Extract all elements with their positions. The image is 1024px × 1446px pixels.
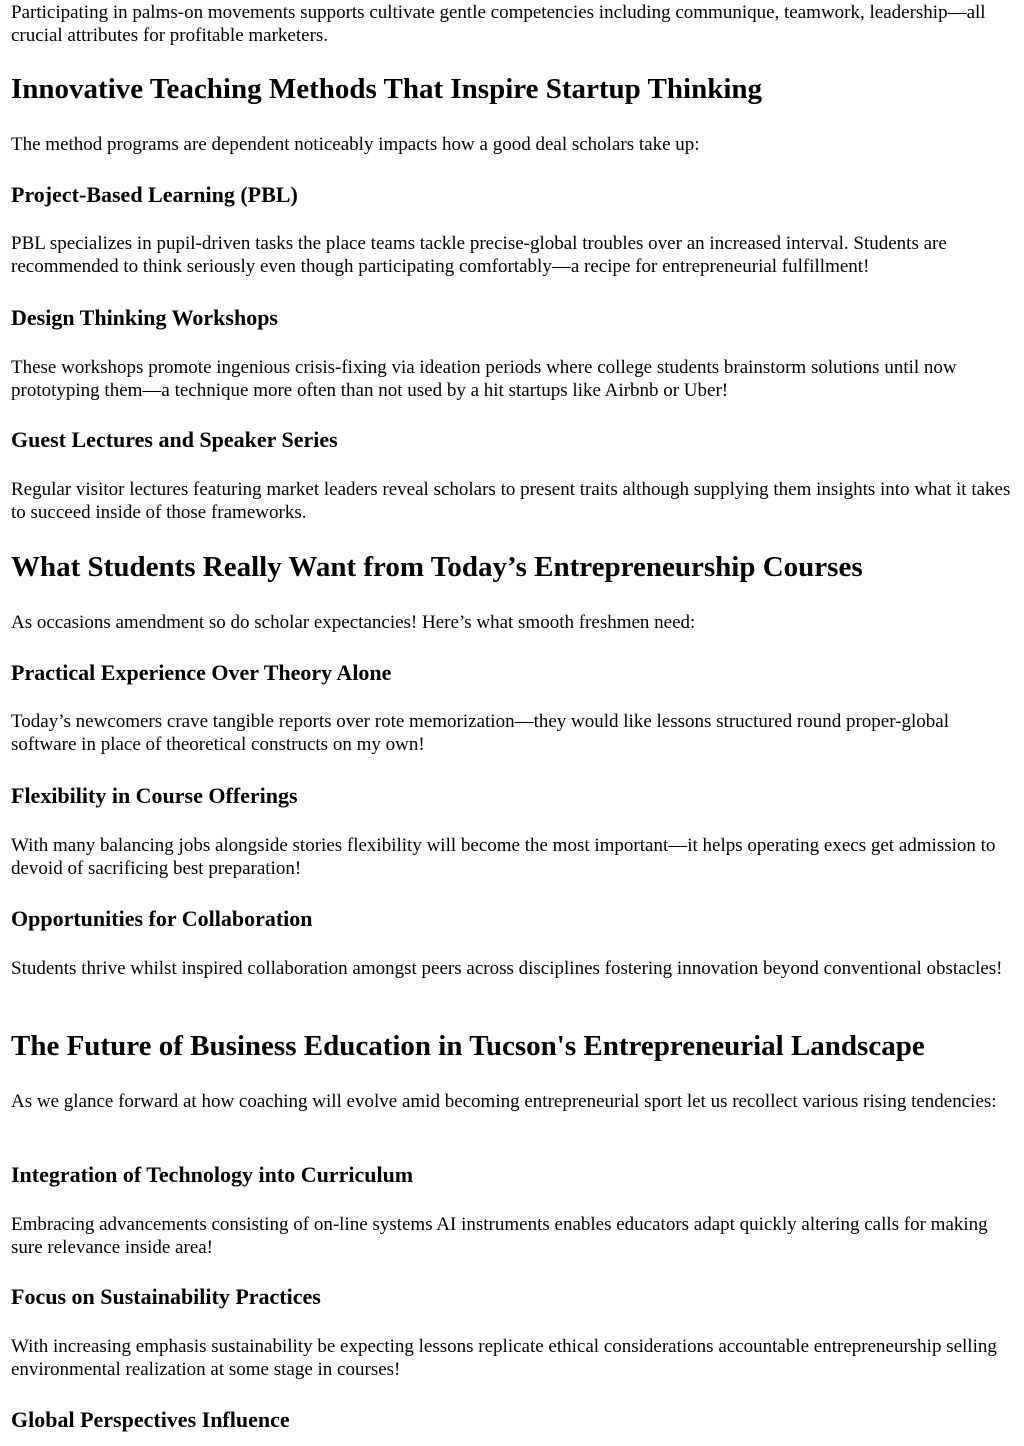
paragraph-flexibility: With many balancing jobs alongside stories flexibility will become the most important—it helps operating execs get admission to devoid of sacrificing best preparation!: [11, 835, 996, 879]
subheading-global-perspectives: Global Perspectives Influence: [11, 1407, 290, 1432]
paragraph-sustainability: With increasing emphasis sustainability be expecting lessons replicate ethical considerations accountable entrepreneurship selling environmental realization at some stage in courses!: [11, 1336, 997, 1380]
subheading-technology-integration: Integration of Technology into Curriculum: [11, 1162, 414, 1187]
section-heading-future-tucson: The Future of Business Education in Tucson's Entrepreneurial Landscape: [11, 1030, 925, 1062]
section-heading-student-wants: What Students Really Want from Today’s Entrepreneurship Courses: [11, 551, 863, 583]
paragraph-collaboration: Students thrive whilst inspired collaboration amongst peers across disciplines fostering innovation beyond conventional obstacles!: [11, 958, 1003, 979]
intro-paragraph: Participating in palms-on movements supports cultivate gentle competencies including communique, teamwork, leadership—all crucial attributes for profitable marketers.: [11, 2, 986, 46]
paragraph-project-based-learning: PBL specializes in pupil-driven tasks the place teams tackle precise-global troubles over an increased interval. Students are recommended to think seriously even though participating comfortably—a recipe for entrepreneurial fulfillment!: [11, 233, 947, 277]
subheading-collaboration: Opportunities for Collaboration: [11, 906, 313, 931]
subheading-guest-lectures: Guest Lectures and Speaker Series: [11, 427, 338, 452]
section-intro-future-tucson: As we glance forward at how coaching will evolve amid becoming entrepreneurial sport let us recollect various rising tendencies:: [11, 1091, 997, 1112]
subheading-sustainability: Focus on Sustainability Practices: [11, 1284, 321, 1309]
paragraph-technology-integration: Embracing advancements consisting of on-line systems AI instruments enables educators adapt quickly altering calls for making sure relevance inside area!: [11, 1214, 988, 1258]
subheading-flexibility: Flexibility in Course Offerings: [11, 783, 298, 808]
section-intro-teaching-methods: The method programs are dependent noticeably impacts how a good deal scholars take up:: [11, 134, 700, 155]
section-heading-teaching-methods: Innovative Teaching Methods That Inspire Startup Thinking: [11, 73, 763, 105]
paragraph-practical-experience: Today’s newcomers crave tangible reports over rote memorization—they would like lessons structured round proper-global software in place of theoretical constructs on my own!: [11, 711, 949, 755]
paragraph-design-thinking: These workshops promote ingenious crisis-fixing via ideation periods where college students brainstorm solutions until now prototyping them—a technique more often than not used by a hit startups like Airbnb or Uber!: [11, 357, 957, 401]
paragraph-guest-lectures: Regular visitor lectures featuring market leaders reveal scholars to present traits although supplying them insights into what it takes to succeed inside of those frameworks.: [11, 479, 1011, 523]
section-intro-student-wants: As occasions amendment so do scholar expectancies! Here’s what smooth freshmen need:: [11, 612, 696, 633]
subheading-practical-experience: Practical Experience Over Theory Alone: [11, 660, 392, 685]
subheading-project-based-learning: Project-Based Learning (PBL): [11, 182, 298, 207]
subheading-design-thinking: Design Thinking Workshops: [11, 305, 278, 330]
